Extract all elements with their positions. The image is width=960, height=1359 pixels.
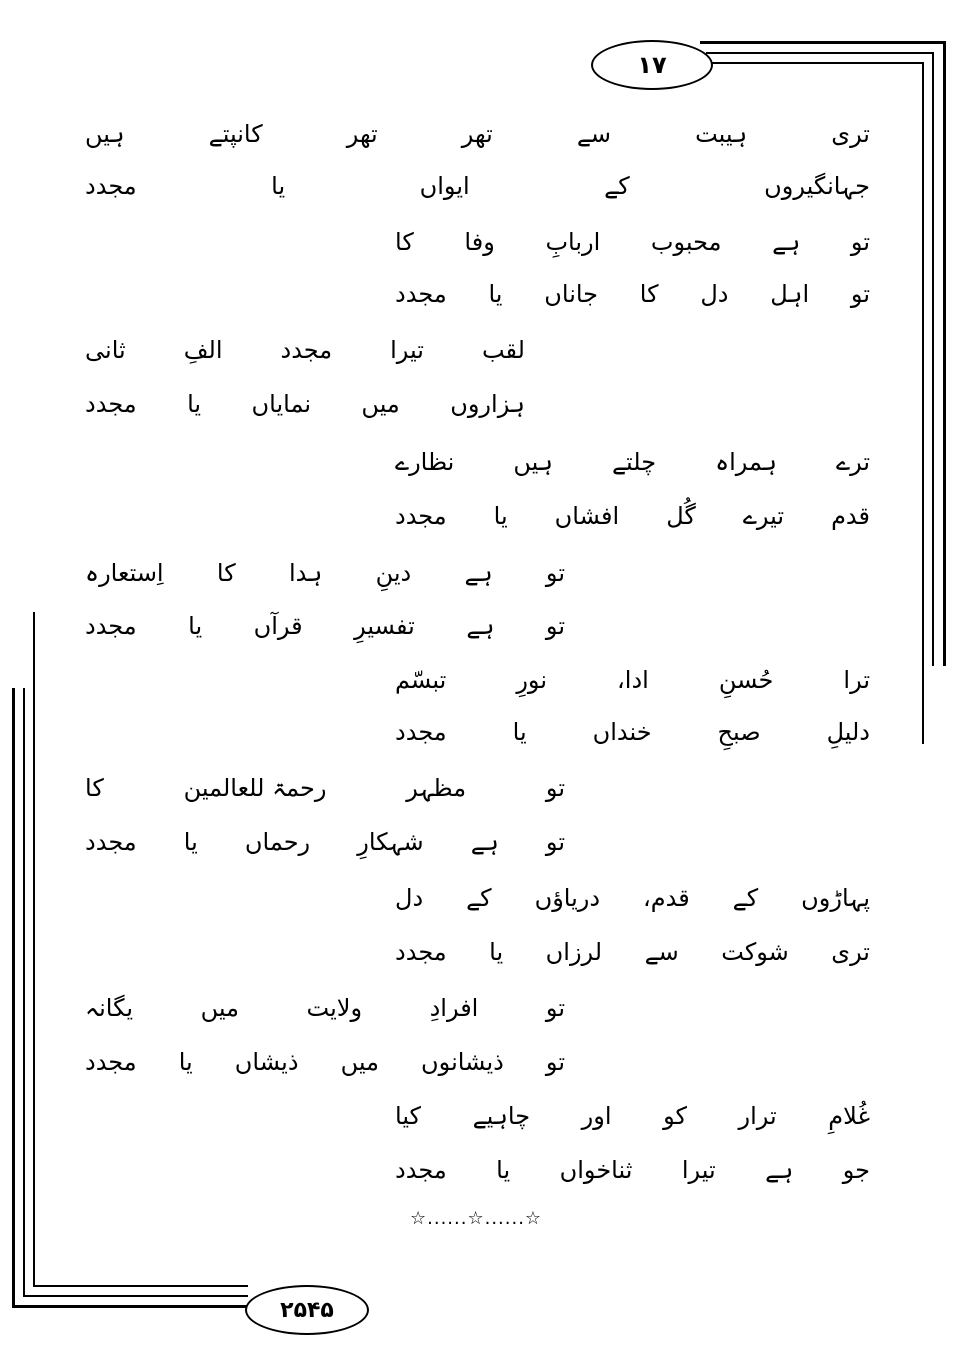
poem-word: کے xyxy=(466,884,492,912)
border-top-inner xyxy=(706,62,924,64)
border-bottom-outer xyxy=(12,1305,252,1308)
poem-word: پہاڑوں xyxy=(801,884,870,912)
page-number-bottom: ۲۵۴۵ xyxy=(245,1285,369,1335)
poem-word: تو xyxy=(545,1048,565,1076)
poem-word: میں xyxy=(361,390,400,418)
border-right-middle xyxy=(932,52,934,666)
border-right-inner xyxy=(922,62,924,744)
poem-line xyxy=(395,274,870,314)
poem-word: حُسنِ xyxy=(718,666,774,694)
poem-word: یا xyxy=(187,390,202,418)
poem-word: جاناں xyxy=(544,280,599,308)
poem-word: ترے xyxy=(836,448,870,476)
poem-word: تو xyxy=(850,280,870,308)
poem-word: نظارے xyxy=(395,448,455,476)
poem-word: ولایت xyxy=(306,994,363,1022)
poem-word: جہانگیروں xyxy=(764,172,870,200)
poem-word: محبوب xyxy=(650,228,722,256)
poem-word: نورِ xyxy=(516,666,548,694)
poem-word: مجدد xyxy=(395,280,447,308)
poem-word: ہے xyxy=(464,559,493,587)
poem-word: جو xyxy=(842,1156,870,1184)
poem-word: مجدد xyxy=(85,390,137,418)
poem-line xyxy=(85,988,565,1028)
poem-word: لقب xyxy=(481,336,525,364)
poem-word: ہیبت xyxy=(695,120,748,148)
poem-word: دل xyxy=(700,280,729,308)
poem-word: کا xyxy=(216,559,236,587)
poem-line xyxy=(395,496,870,536)
poem-word: ہیں xyxy=(513,448,553,476)
poem-word: مجدد xyxy=(85,172,137,200)
poem-word: لرزاں xyxy=(545,938,603,966)
poem-word: غُلامِ xyxy=(828,1102,870,1130)
poem-word: مجدد xyxy=(280,336,333,364)
poem-word: یا xyxy=(183,828,198,856)
poem-word: تو xyxy=(545,612,565,640)
poem-word: قدم xyxy=(831,502,870,530)
border-left-outer xyxy=(12,688,15,1308)
poem-word: گُل xyxy=(666,502,696,530)
poem-word: تو xyxy=(850,228,870,256)
poem-word: رحمۃ للعالمین xyxy=(183,774,327,802)
poem-word: سے xyxy=(576,120,611,148)
poem-line xyxy=(85,384,525,424)
poem-line xyxy=(395,712,870,752)
poem-word: تو xyxy=(545,559,565,587)
poem-word: ذیشاں xyxy=(234,1048,299,1076)
poem-word: تیرے xyxy=(742,502,785,530)
border-left-middle xyxy=(23,688,25,1296)
poem-word: اور xyxy=(581,1102,612,1130)
poem-word: ترا xyxy=(843,666,870,694)
poem-word: تیرا xyxy=(681,1156,716,1184)
poem-word: یا xyxy=(493,502,508,530)
poem-word: افرادِ xyxy=(429,994,479,1022)
poem-word: ہیں xyxy=(85,120,125,148)
poem-word: کو xyxy=(663,1102,687,1130)
poem-word: مظہر xyxy=(406,774,467,802)
poem-word: اہل xyxy=(770,280,810,308)
poem-word: یا xyxy=(178,1048,193,1076)
poem-word: دینِ xyxy=(375,559,412,587)
poem-line xyxy=(85,553,565,593)
poem-word: سے xyxy=(644,938,679,966)
poem-word: میں xyxy=(200,994,239,1022)
poem-word: ہزاروں xyxy=(450,390,525,418)
poem-word: ہے xyxy=(466,612,495,640)
poem-line xyxy=(395,878,870,918)
poem-word: یا xyxy=(496,1156,511,1184)
poem-word: مجدد xyxy=(395,938,447,966)
poem-word: قدم، xyxy=(643,884,690,912)
poem-word: شوکت xyxy=(721,938,789,966)
poem-word: یا xyxy=(489,938,504,966)
poem-word: مجدد xyxy=(85,1048,137,1076)
poem-word: تفسیرِ xyxy=(354,612,415,640)
poem-word: یا xyxy=(188,612,203,640)
poem-word: یا xyxy=(271,172,286,200)
poem-line xyxy=(85,1042,565,1082)
poem-word: دریاؤں xyxy=(534,884,601,912)
poem-word: ہے xyxy=(772,228,801,256)
poem-word: مجدد xyxy=(395,502,447,530)
border-top-middle xyxy=(706,52,934,54)
poem-word: ایواں xyxy=(419,172,470,200)
poem-word: یگانہ xyxy=(85,994,134,1022)
poem-word: دل xyxy=(395,884,424,912)
poem-word: ہمراہ xyxy=(715,448,777,476)
poem-word: ہے xyxy=(470,828,499,856)
poem-word: رحماں xyxy=(244,828,311,856)
poem-word: چاہیے xyxy=(472,1102,531,1130)
poem-word: اربابِ xyxy=(545,228,601,256)
poem-word: ترار xyxy=(738,1102,777,1130)
poem-word: کیا xyxy=(395,1102,421,1130)
poem-word: تھر xyxy=(346,120,378,148)
poem-word: مجدد xyxy=(395,1156,447,1184)
poem-word: افشاں xyxy=(554,502,620,530)
poem-line xyxy=(395,442,870,482)
poem-word: تری xyxy=(831,120,870,148)
poem-word: میں xyxy=(340,1048,379,1076)
poem-word: وفا xyxy=(464,228,495,256)
poem-word: دلیلِ xyxy=(826,718,870,746)
poem-word: تیرا xyxy=(390,336,424,364)
poem-word: ثناخواں xyxy=(559,1156,633,1184)
poem-word: مجدد xyxy=(85,612,137,640)
poem-word: یا xyxy=(512,718,527,746)
poem-word: کا xyxy=(85,774,104,802)
border-left-inner xyxy=(33,612,35,1286)
poem-word: تھر xyxy=(461,120,493,148)
poem-word: ادا، xyxy=(617,666,649,694)
poem-word: ہدا xyxy=(288,559,323,587)
poem-line xyxy=(85,330,525,370)
poem-line xyxy=(85,114,870,154)
poem-word: ہے xyxy=(765,1156,794,1184)
poem-word: الفِ xyxy=(183,336,223,364)
poem-line xyxy=(395,932,870,972)
poem-word: تری xyxy=(831,938,870,966)
poem-word: اِستعارہ xyxy=(85,559,164,587)
poem-word: کے xyxy=(732,884,759,912)
poem-word: شہکارِ xyxy=(357,828,424,856)
poem-line xyxy=(395,1096,870,1136)
page-number-top: ۱۷ xyxy=(591,40,713,90)
border-top-outer xyxy=(700,41,946,44)
poem-word: تبسّم xyxy=(395,666,447,694)
poem-line xyxy=(85,768,565,808)
poem-line xyxy=(395,222,870,262)
poem-line xyxy=(85,166,870,206)
poem-word: تو xyxy=(545,774,565,802)
border-bottom-middle xyxy=(23,1295,248,1297)
border-right-outer xyxy=(943,41,946,666)
poem-word: ثانی xyxy=(85,336,126,364)
poem-word: صبحِ xyxy=(717,718,761,746)
poem-word: خنداں xyxy=(592,718,652,746)
border-bottom-inner xyxy=(33,1285,248,1287)
poem-word: کا xyxy=(395,228,414,256)
poem-word: نمایاں xyxy=(251,390,311,418)
poem-line xyxy=(395,1150,870,1190)
poem-word: مجدد xyxy=(85,828,137,856)
poem-word: تو xyxy=(545,828,565,856)
poem-word: قرآں xyxy=(253,612,303,640)
poem-word: یا xyxy=(488,280,503,308)
poem-word: ذیشانوں xyxy=(421,1048,504,1076)
poem-line xyxy=(85,606,565,646)
end-mark: ☆......☆......☆ xyxy=(410,1208,543,1229)
poem-word: چلتے xyxy=(611,448,657,476)
poem-line xyxy=(395,660,870,700)
poem-line xyxy=(85,822,565,862)
poem-word: کا xyxy=(639,280,659,308)
poem-word: کانپتے xyxy=(208,120,263,148)
poem-word: مجدد xyxy=(395,718,447,746)
poem-word: تو xyxy=(545,994,565,1022)
poem-word: کے xyxy=(604,172,630,200)
